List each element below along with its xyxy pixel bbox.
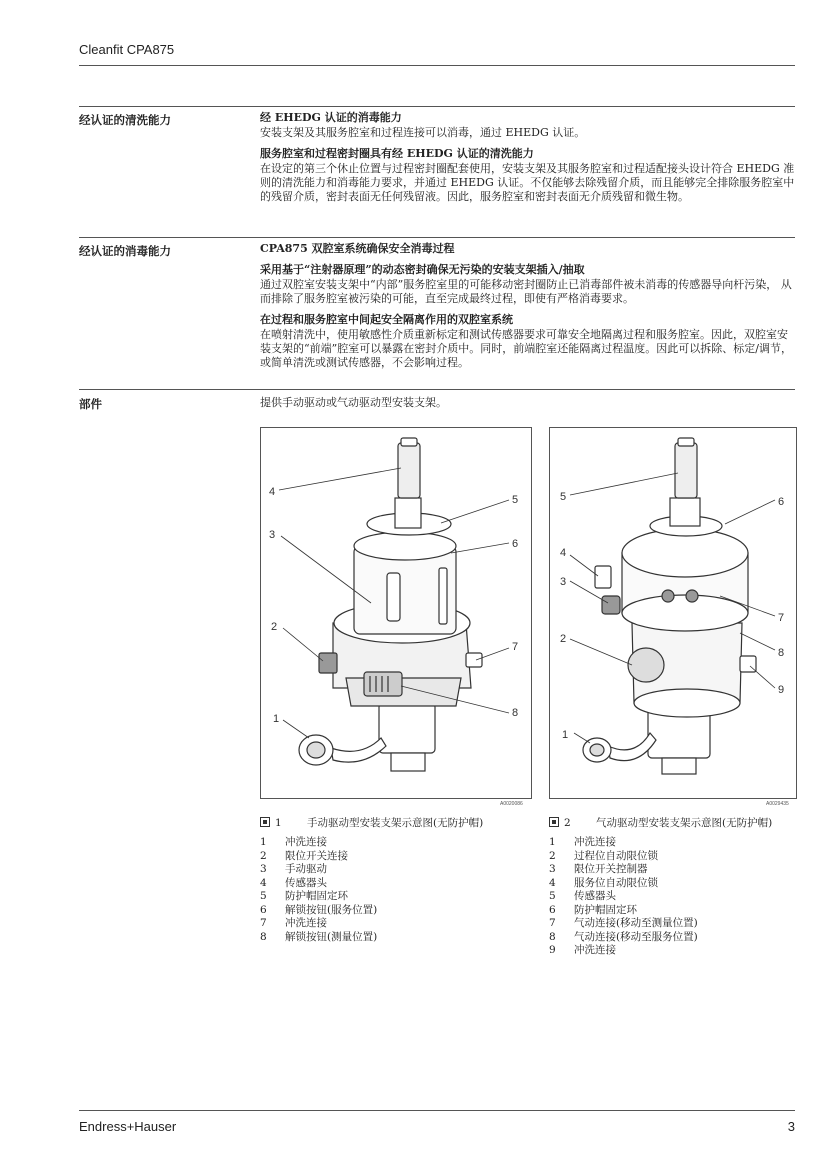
figure-pneumatic-holder: [549, 427, 797, 799]
block-heading: 经 EHEDG 认证的消毒能力: [260, 111, 402, 124]
block-text: 通过双腔室安装支架中“内部”服务腔室里的可能移动密封圈防止已消毒部件被未消毒的传感器导向杆污染， 从而排除了服务腔室被污染的可能，直至完成最终过程，即使有严格消毒要求。: [260, 278, 792, 305]
callout-3: 3: [269, 529, 276, 541]
page-number: 3: [787, 1119, 795, 1134]
manual-holder-drawing: [261, 428, 531, 798]
legend-item: 7 冲洗连接: [260, 917, 327, 929]
pneumatic-holder-drawing: [550, 428, 796, 798]
callout-7: 7: [512, 641, 519, 653]
section-label: 部件: [79, 397, 102, 411]
legend-item: 3 手动驱动: [260, 863, 327, 875]
callout-3: 3: [560, 576, 567, 588]
legend-item: 1 冲洗连接: [549, 836, 616, 848]
figure-legend: [549, 836, 698, 958]
callout-7: 7: [778, 612, 785, 624]
legend-item: 6 解锁按钮(服务位置): [260, 903, 378, 916]
figure-caption: [260, 815, 483, 830]
callout-4: 4: [560, 547, 567, 559]
callout-2: 2: [271, 621, 278, 633]
legend-item: 2 过程位自动限位锁: [549, 849, 658, 862]
callout-9: 9: [778, 684, 785, 696]
section-divider: [79, 106, 795, 107]
block-heading: 服务腔室和过程密封圈具有经 EHEDG 认证的清洗能力: [260, 147, 534, 160]
block-text: 安装支架及其服务腔室和过程连接可以消毒，通过 EHEDG 认证。: [260, 126, 586, 139]
legend-item: 9 冲洗连接: [549, 944, 616, 956]
section-body: [260, 396, 795, 417]
legend-item: 5 传感器头: [549, 890, 616, 902]
callout-5: 5: [512, 494, 519, 506]
legend-item: 4 服务位自动限位锁: [549, 876, 658, 889]
figure-icon: [549, 817, 559, 827]
callout-8: 8: [512, 707, 519, 719]
figure-number: 1: [275, 817, 282, 829]
section-body: [260, 111, 795, 211]
legend-item: 8 气动连接(移动至服务位置): [549, 930, 698, 943]
block-heading: CPA875 双腔室系统确保安全消毒过程: [260, 242, 455, 255]
block-text: 在喷射清洗中，使用敏感性介质重新标定和测试传感器要求可靠安全地隔离过程和服务腔室。因此，双腔室安装支架的“前端”腔室可以暴露在密封介质中。同时，前端腔室还能隔离过程温度。因此可以拆除、标定/调节，或简单清洗或测试传感器，不会影响过程。: [260, 328, 792, 369]
legend-item: 1 冲洗连接: [260, 836, 327, 848]
figure-caption-text: 手动驱动型安装支架示意图(无防护帽): [307, 817, 484, 829]
section-label: 经认证的消毒能力: [79, 244, 171, 258]
section-label: 经认证的清洗能力: [79, 113, 171, 127]
figure-caption: [549, 815, 772, 830]
legend-item: 8 解锁按钮(测量位置): [260, 930, 378, 943]
figure-id: A0029435: [766, 801, 789, 807]
legend-item: 4 传感器头: [260, 876, 327, 889]
figure-legend: [260, 836, 377, 944]
block-heading: 采用基于“注射器原理”的动态密封确保无污染的安装支架插入/抽取: [260, 263, 585, 276]
header-divider: [79, 65, 795, 66]
section-divider: [79, 237, 795, 238]
figure-number: 2: [564, 817, 571, 829]
figure-id: A0020086: [500, 801, 523, 807]
figure-caption-text: 气动驱动型安装支架示意图(无防护帽): [596, 817, 773, 829]
document-header-title: Cleanfit CPA875: [79, 42, 175, 57]
callout-5: 5: [560, 491, 567, 503]
callout-1: 1: [562, 729, 569, 741]
callout-1: 1: [273, 713, 280, 725]
footer-brand: Endress+Hauser: [79, 1119, 177, 1134]
footer-divider: [79, 1110, 795, 1111]
figure-icon: [260, 817, 270, 827]
figure-manual-holder: [260, 427, 532, 799]
section-divider: [79, 389, 795, 390]
section-body: [260, 242, 795, 377]
legend-item: 3 限位开关控制器: [549, 863, 648, 875]
block-text: 提供手动驱动或气动驱动型安装支架。: [260, 396, 447, 409]
legend-item: 7 气动连接(移动至测量位置): [549, 917, 698, 929]
callout-6: 6: [512, 538, 519, 550]
block-text: 在设定的第三个休止位置与过程密封圈配套使用，安装支架及其服务腔室和过程适配接头设计符合 EHEDG 准则的清洗能力和消毒能力要求，并通过 EHEDG 认证。不仅能够去除残留介质，而且能够完全排除服务腔室中的残留介质，密封表面无任何残留液。因此，服务腔室和密封表面无介质残留和微生物。: [260, 162, 795, 203]
callout-4: 4: [269, 486, 276, 498]
callout-2: 2: [560, 633, 567, 645]
block-heading: 在过程和服务腔室中间起安全隔离作用的双腔室系统: [260, 313, 513, 326]
callout-8: 8: [778, 647, 785, 659]
legend-item: 2 限位开关连接: [260, 849, 348, 862]
legend-item: 5 防护帽固定环: [260, 890, 348, 902]
legend-item: 6 防护帽固定环: [549, 903, 637, 916]
callout-6: 6: [778, 496, 785, 508]
